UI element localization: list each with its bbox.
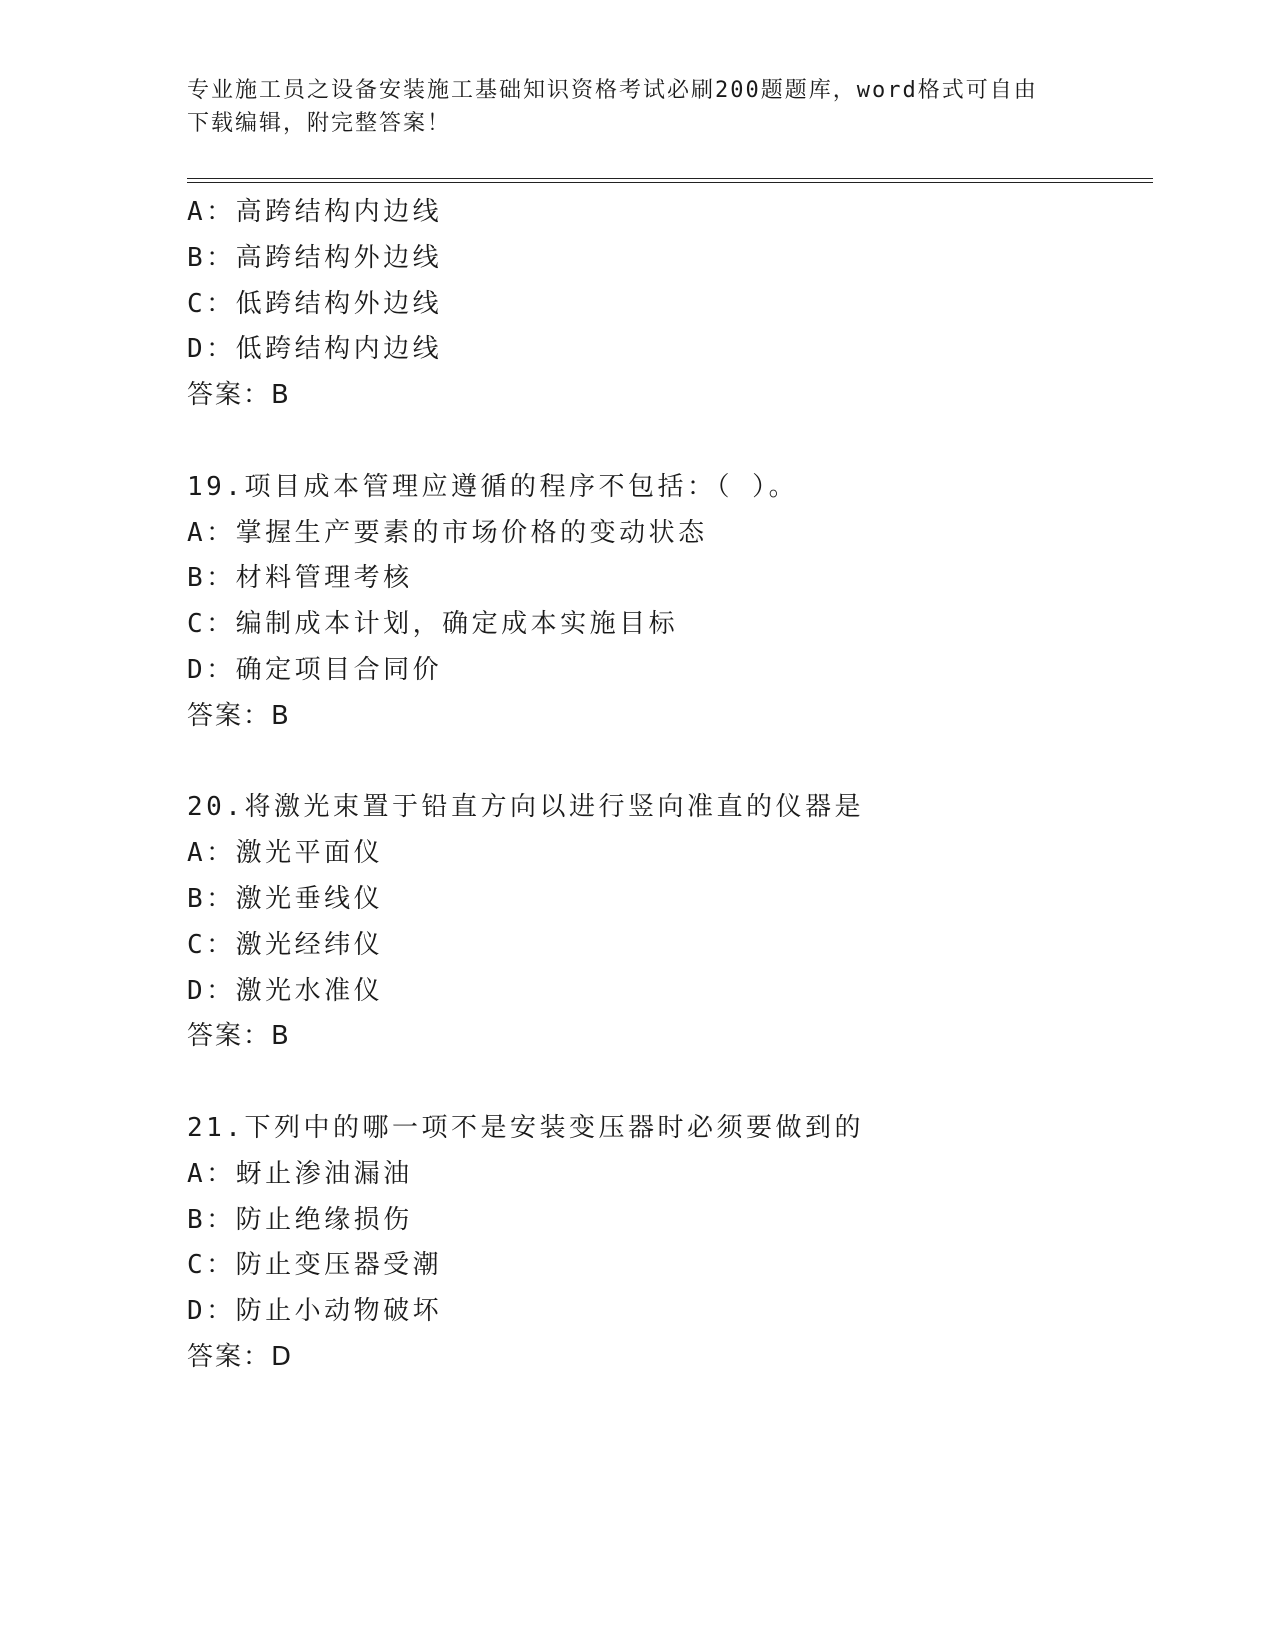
option-a: A：掌握生产要素的市场价格的变动状态 xyxy=(187,517,708,548)
question-19 xyxy=(187,465,1147,740)
spacer xyxy=(187,740,1147,786)
option-d: D：激光水准仪 xyxy=(187,975,384,1006)
question-20 xyxy=(187,785,1147,1060)
answer: 答案：B xyxy=(187,700,291,731)
question-text: 19.项目成本管理应遵循的程序不包括：（ ）。 xyxy=(187,471,799,502)
answer: 答案：B xyxy=(187,380,291,411)
option-d: D：防止小动物破坏 xyxy=(187,1296,443,1327)
option-d: D：确定项目合同价 xyxy=(187,654,443,685)
question-18-continued xyxy=(187,190,1147,419)
option-a: A：激光平面仪 xyxy=(187,838,384,869)
option-b: B：材料管理考核 xyxy=(187,563,413,594)
spacer xyxy=(187,419,1147,465)
option-c: C：编制成本计划，确定成本实施目标 xyxy=(187,609,679,640)
document-header xyxy=(187,74,1067,140)
option-a: A：蚜止渗油漏油 xyxy=(187,1158,413,1189)
answer: 答案：B xyxy=(187,1021,291,1052)
option-b: B：高跨结构外边线 xyxy=(187,242,443,273)
question-text: 21.下列中的哪一项不是安装变压器时必须要做到的 xyxy=(187,1112,864,1143)
header-line-1: 专业施工员之设备安装施工基础知识资格考试必刷200题题库，word格式可自由 xyxy=(187,78,1038,103)
option-c: C：防止变压器受潮 xyxy=(187,1250,443,1281)
spacer xyxy=(187,1060,1147,1106)
option-a: A：高跨结构内边线 xyxy=(187,197,443,227)
question-21 xyxy=(187,1106,1147,1381)
option-d: D：低跨结构内边线 xyxy=(187,334,443,365)
option-c: C：低跨结构外边线 xyxy=(187,288,443,319)
option-c: C：激光经纬仪 xyxy=(187,929,384,960)
header-divider xyxy=(187,178,1153,183)
question-list xyxy=(187,190,1147,1381)
option-b: B：激光垂线仪 xyxy=(187,883,384,914)
answer: 答案：D xyxy=(187,1341,294,1372)
header-line-2: 下载编辑，附完整答案！ xyxy=(187,111,452,136)
question-text: 20.将激光束置于铅直方向以进行竖向准直的仪器是 xyxy=(187,792,864,823)
option-b: B：防止绝缘损伤 xyxy=(187,1204,413,1235)
